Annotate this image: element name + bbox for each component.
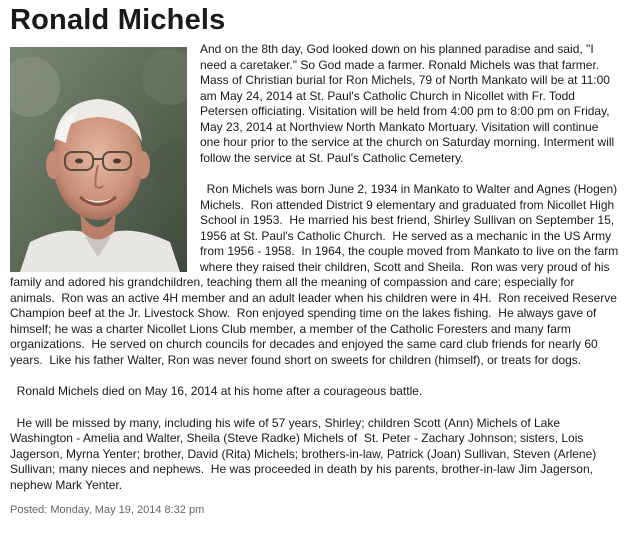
paragraph-biography: Ron Michels was born June 2, 1934 in Mankato to Walter and Agnes (Hogen) Michels. Ron attended District 9 elementary and graduated from Nicollet High School in 1953. He married his best friend, Shirley Sullivan on September 15, 1956 at St. Paul's Catholic Church. He served as a mechanic in the US Army from 1956 - 1958. In 1964, the couple moved from Mankato to live on the farm where they raised their children, Scott and Sheila. Ron was very proud of his family and adored his grandchildren, teaching them all the meaning of compassion and care; especially for animals. Ron was an active 4H member and an adult leader when his children were in 4H. Ron received Reserve Champion beef at the Jr. Livestock Show. Ron enjoyed spending time on the lakes fishing. He always gave of himself; he was a charter Nicollet Lions Club member, a member of the Catholic Foresters and many farm organizations. He served on church councils for decades and enjoyed the same card club friends for nearly 60 years. Like his father Walter, Ron was never found short on sweets for children (himself), or treats for dogs.	[10, 182, 622, 367]
paragraph-death: Ronald Michels died on May 16, 2014 at his home after a courageous battle.	[10, 384, 423, 398]
photo-spacer	[10, 42, 200, 274]
obituary-body	[10, 42, 620, 519]
paragraph-intro: And on the 8th day, God looked down on his planned paradise and said, "I need a caretaker." So God made a farmer. Ronald Michels was that farmer. Mass of Christian burial for Ron Michels, 79 of North Mankato will be at 11:00 am May 24, 2014 at St. Paul's Catholic Church in Nicollet with Fr. Todd Petersen officiating. Visitation will be held from 4:00 pm to 8:00 pm on Friday, May 23, 2014 at Northview North Mankato Mortuary. Visitation will continue one hour prior to the service at the church on Saturday morning. Interment will follow the service at St. Paul's Catholic Cemetery.	[200, 42, 615, 165]
posted-timestamp: Posted: Monday, May 19, 2014 8:32 pm	[10, 504, 205, 516]
paragraph-survivors: He will be missed by many, including his wife of 57 years, Shirley; children Scott (Ann) Michels of Lake Washington - Amelia and Walter, Sheila (Steve Radke) Michels of St. Peter - Zachary Johnson; sisters, Lois Jagerson, Myrna Yenter; brother, David (Rita) Michels; brothers-in-law, Patrick (Joan) Sullivan, Steven (Arlene) Sullivan; many nieces and nephews. He was proceeded in death by his parents, brother-in-law Jim Jagerson, nephew Mark Yenter.	[10, 415, 600, 492]
page-title: Ronald Michels	[10, 4, 226, 36]
